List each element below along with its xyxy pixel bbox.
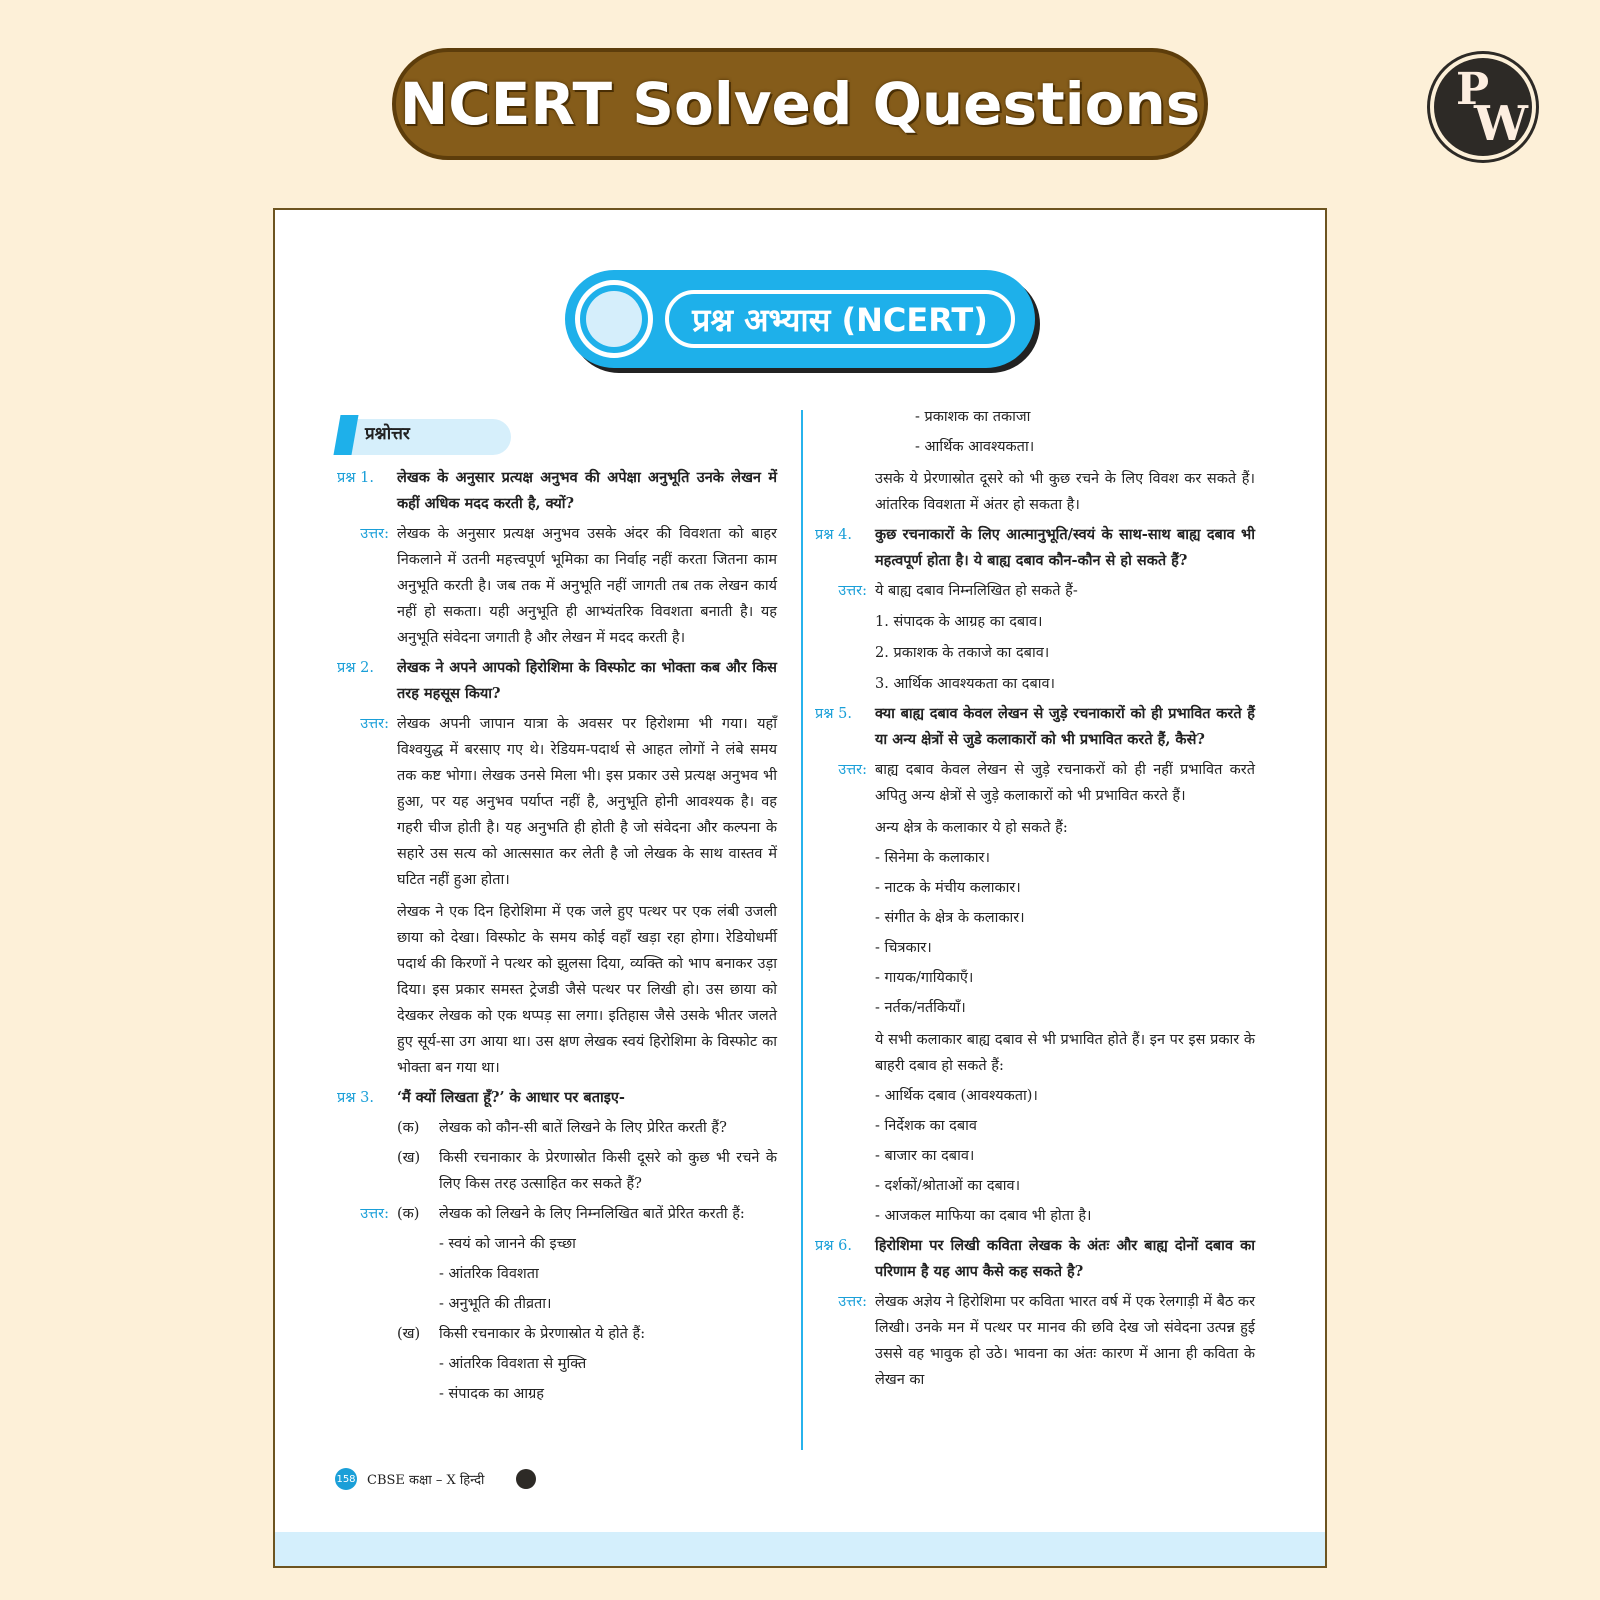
list-item: - बाजार का दबाव। [875, 1148, 975, 1164]
book-title: CBSE कक्षा – X हिन्दी [367, 1473, 485, 1488]
logo-letter-p: P [1456, 64, 1490, 115]
answer-4: उत्तर: ये बाह्य दबाव निम्नलिखित हो सकते हैं- [838, 583, 1078, 599]
left-column [337, 415, 777, 1407]
list-item: - आर्थिक आवश्यकता। [915, 439, 1035, 455]
list-item: - आंतरिक विवशता से मुक्ति [439, 1356, 587, 1372]
footer-band [275, 1532, 1325, 1566]
list-item: - दर्शकों/श्रोताओं का दबाव। [875, 1178, 1021, 1194]
question-3: प्रश्न 3. ‘मैं क्यों लिखता हूँ?’ के आधार पर बताइए- [337, 1089, 625, 1106]
list-item: - नाटक के मंचीय कलाकार। [875, 880, 1021, 896]
answer-5: उत्तर: बाह्य दबाव केवल लेखन से जुड़े रचनाकरों को ही नहीं प्रभावित करते अपितु अन्य क्षेत्रों से जुड़े कलाकारों को भी प्रभावित करते हैं। [838, 762, 1255, 804]
list-item: 2. प्रकाशक के तकाजे का दबाव। [875, 645, 1050, 661]
list-item: - संपादक का आग्रह [439, 1386, 544, 1402]
list-item: - नर्तक/नर्तकियाँ। [875, 1000, 966, 1016]
question-4: प्रश्न 4. कुछ रचनाकारों के लिए आत्मानुभूति/स्वयं के साथ-साथ बाह्य दबाव भी महत्वपूर्ण होता है। ये बाह्य दबाव कौन-कौन से हो सकते हैं? [815, 526, 1255, 569]
question-3-part-kha: (ख) किसी रचनाकार के प्रेरणास्रोत किसी दूसरे को कुछ भी रचने के लिए किस तरह उत्साहित कर सकते हैं? [397, 1150, 777, 1192]
question-2: प्रश्न 2. लेखक ने अपने आपको हिरोशिमा के विस्फोट का भोक्ता कब और किस तरह महसूस किया? [337, 659, 777, 702]
list-item: - गायक/गायिकाएँ। [875, 970, 974, 986]
page-number: 158 [335, 1468, 357, 1490]
answer-3-closing: उसके ये प्रेरणास्रोत दूसरे को भी कुछ रचने के लिए विवश कर सकते हैं। आंतरिक विवशता में अंतर हो सकता है। [875, 471, 1255, 513]
list-item: - चित्रकार। [875, 940, 932, 956]
section-title: प्रश्न अभ्यास (NCERT) [665, 290, 1015, 348]
list-item: - सिनेमा के कलाकार। [875, 850, 990, 866]
question-3-part-ka: (क) लेखक को कौन-सी बातें लिखने के लिए प्रेरित करती हैं? [397, 1120, 727, 1136]
worksheet-icon [575, 280, 653, 358]
answer-6: उत्तर: लेखक अज्ञेय ने हिरोशिमा पर कविता भारत वर्ष में एक रेलगाड़ी में बैठ कर लिखी। उनके मन में पत्थर पर मानव की छवि देख जो संवेदना उत्पन्न हुई उससे वह भावुक हो उठे। भावना का अंतः कारण में आना ही कविता के लेखन का [838, 1294, 1255, 1388]
answer-3-kha: (ख) किसी रचनाकार के प्रेरणास्रोत ये होते हैं: [397, 1326, 646, 1342]
logo-letter-w: W [1474, 96, 1528, 152]
book-page [273, 208, 1327, 1568]
answer-2-para-2: लेखक ने एक दिन हिरोशिमा में एक जले हुए पत्थर पर एक लंबी उजली छाया को देखा। विस्फोट के समय कोई वहाँ खड़ा रहा होगा। रेडियोधर्मी पदार्थ की किरणों ने पत्थर को झुलसा दिया, व्यक्ति को भाप बनाकर उड़ा दिया। इस प्रकार समस्त ट्रेजडी जैसे पत्थर पर लिखी हो। उस छाया को देखकर लेखक को एक थप्पड़ सा लगा। इतिहास जैसे उसके भीतर जलते हुए सूर्य-सा उग आया था। उस क्षण लेखक स्वयं हिरोशिमा के विस्फोट का भोक्ता बन गया था। [397, 904, 777, 1076]
list-item: - स्वयं को जानने की इच्छा [439, 1236, 576, 1252]
list-item: 1. संपादक के आग्रह का दबाव। [875, 614, 1043, 630]
list-item: - आजकल माफिया का दबाव भी होता है। [875, 1208, 1092, 1224]
question-1: प्रश्न 1. लेखक के अनुसार प्रत्यक्ष अनुभव की अपेक्षा अनुभूति उनके लेखन में कहीं अधिक मदद करती है, क्यों? [337, 469, 777, 512]
answer-2: उत्तर: लेखक अपनी जापान यात्रा के अवसर पर हिरोशमा भी गया। यहाँ विश्वयुद्ध में बरसाए गए थे। रेडियम-पदार्थ से आहत लोगों ने लंबे समय तक कष्ट भोगा। लेखक उनसे मिला भी। इस प्रकार उसे प्रत्यक्ष अनुभव भी हुआ, पर यह अनुभव पर्याप्त नहीं है, अनुभूति होनी आवश्यक है। वह गहरी चीज होती है। यह अनुभति ही होती है जो संवेदना और कल्पना के सहारे उस सत्य को आत्ससात कर लेती है जो लेखक के साथ वास्तव में घटित नहीं हुआ होता। [360, 716, 777, 888]
pw-logo-icon [1434, 58, 1532, 156]
page-footer [335, 1468, 536, 1490]
question-5: प्रश्न 5. क्या बाह्य दबाव केवल लेखन से जुड़े रचनाकारों को ही प्रभावित करते हैं या अन्य क्षेत्रों से जुडे कलाकारों को भी प्रभावित करते हैं, कैसे? [815, 705, 1255, 748]
right-column [815, 400, 1255, 1397]
list-item: - निर्देशक का दबाव [875, 1118, 977, 1134]
qa-heading: प्रश्नोत्तर [337, 415, 777, 455]
list-item: - अनुभूति की तीव्रता। [439, 1296, 552, 1312]
banner-title: NCERT Solved Questions [399, 70, 1201, 138]
question-6: प्रश्न 6. हिरोशिमा पर लिखी कविता लेखक के अंतः और बाह्य दोनों दबाव का परिणाम है यह आप कैसे कह सकते है? [815, 1237, 1255, 1280]
answer-5-pressures-intro: ये सभी कलाकार बाह्य दबाव से भी प्रभावित होते हैं। इन पर इस प्रकार के बाहरी दबाव हो सकते हैं: [875, 1032, 1255, 1074]
list-item: - संगीत के क्षेत्र के कलाकार। [875, 910, 1025, 926]
answer-5-intro: अन्य क्षेत्र के कलाकार ये हो सकते हैं: [875, 820, 1068, 836]
title-banner [392, 48, 1208, 160]
list-item: - आंतरिक विवशता [439, 1266, 539, 1282]
column-divider [801, 410, 803, 1450]
answer-3-ka: उत्तर: (क) लेखक को लिखने के लिए निम्नलिखित बातें प्रेरित करती हैं: [360, 1206, 745, 1222]
answer-1: उत्तर: लेखक के अनुसार प्रत्यक्ष अनुभव उसके अंदर की विवशता को बाहर निकलाने में उतनी महत्त्वपूर्ण भूमिका का निर्वाह नहीं करता जितना काम अनुभूति करती है। जब तक में अनुभूति नहीं जागती तब तक लेखन कार्य नहीं हो सकता। यही अनुभूति ही आभ्यंतरिक विवशता बनाती है। यह अनुभूति संवेदना जगाती है और लेखन में मदद करती है। [360, 526, 777, 646]
section-header [565, 270, 1035, 368]
list-item: 3. आर्थिक आवश्यकता का दबाव। [875, 676, 1056, 692]
list-item: - प्रकाशक का तकाजा [915, 409, 1031, 425]
pw-logo-small-icon [516, 1469, 536, 1489]
list-item: - आर्थिक दबाव (आवश्यकता)। [875, 1088, 1038, 1104]
